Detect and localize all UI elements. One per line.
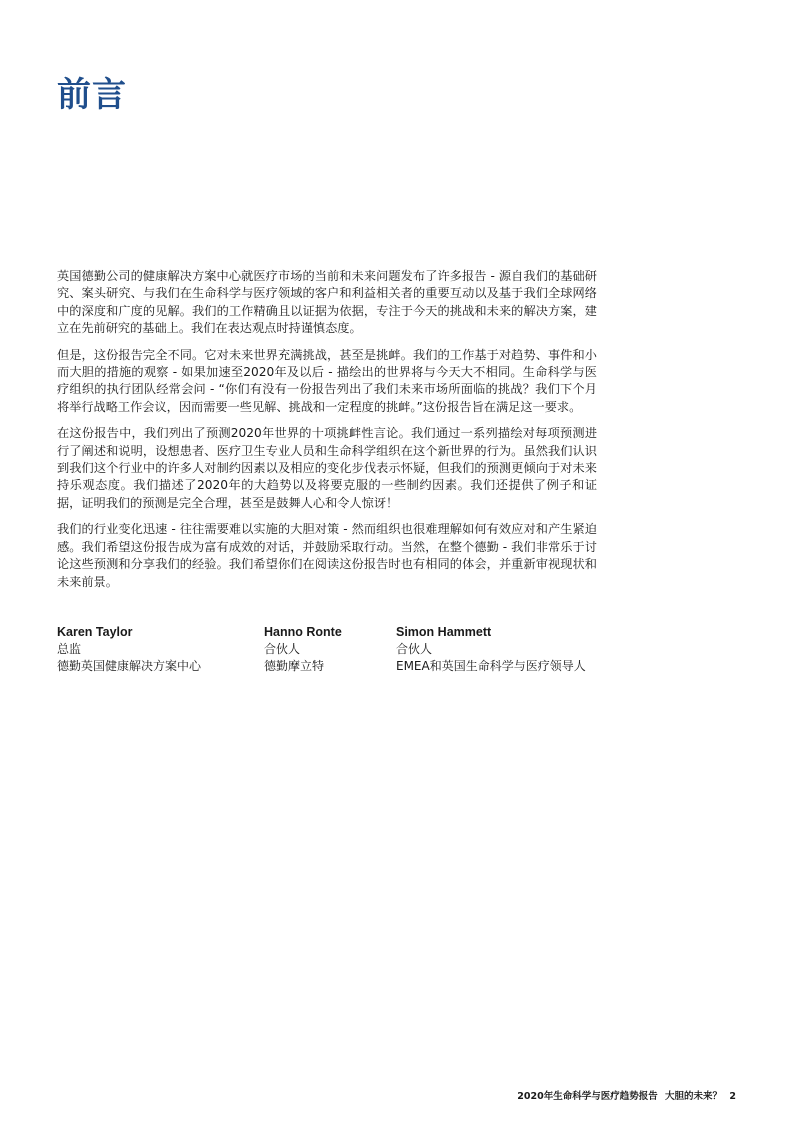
- paragraph-1: 英国德勤公司的健康解决方案中心就医疗市场的当前和未来问题发布了许多报告 - 源自我们的基础研究、案头研究、与我们在生命科学与医疗领域的客户和利益相关者的重要互动以及基于我们全球网络中的深度和广度的见解。我们的工作精确且以证据为依据，专注于今天的挑战和未来的解决方案，建立在先前研究的基础上。我们在表达观点时持谨慎态度。: [57, 269, 597, 336]
- page-number: 2: [729, 1091, 736, 1102]
- signatory-org: EMEA和英国生命科学与医疗领导人: [396, 659, 586, 673]
- signatory-role: 合伙人: [396, 642, 433, 656]
- signatory-hanno-ronte: [264, 624, 342, 675]
- footer-report-title: 2020年生命科学与医疗趋势报告: [517, 1091, 658, 1102]
- signatory-karen-taylor: [57, 624, 201, 675]
- page-title: 前言: [57, 74, 127, 115]
- signatory-simon-hammett: [396, 624, 586, 675]
- signatory-name: Hanno Ronte: [264, 625, 342, 639]
- paragraph-4: 我们的行业变化迅速 - 往往需要难以实施的大胆对策 - 然而组织也很难理解如何有效应对和产生紧迫感。我们希望这份报告成为富有成效的对话，并鼓励采取行动。当然，在整个德勤 - 我们非常乐于讨论这些预测和分享我们的经验。我们希望你们在阅读这份报告时也有相同的体会，并重新审视现状和未来前景。: [57, 522, 597, 589]
- signatory-org: 德勤英国健康解决方案中心: [57, 659, 202, 673]
- signatory-name: Karen Taylor: [57, 625, 133, 639]
- body-text: [57, 268, 597, 600]
- signatory-name: Simon Hammett: [396, 625, 492, 639]
- signatory-role: 总监: [57, 642, 82, 656]
- signatory-role: 合伙人: [264, 642, 301, 656]
- footer-subtitle: 大胆的未来？: [665, 1091, 723, 1102]
- signatory-org: 德勤摩立特: [264, 659, 325, 673]
- paragraph-3: 在这份报告中，我们列出了预测2020年世界的十项挑衅性言论。我们通过一系列描绘对每项预测进行了阐述和说明，设想患者、医疗卫生专业人员和生命科学组织在这个新世界的行为。虽然我们认识到我们这个行业中的许多人对制约因素以及相应的变化步伐表示怀疑，但我们的预测更倾向于对未来持乐观态度。我们描述了2020年的大趋势以及将要克服的一些制约因素。我们还提供了例子和证据，证明我们的预测是完全合理，甚至是鼓舞人心和令人惊讶！: [57, 426, 597, 510]
- paragraph-2: 但是，这份报告完全不同。它对未来世界充满挑战，甚至是挑衅。我们的工作基于对趋势、事件和小而大胆的措施的观察 - 如果加速至2020年及以后 - 描绘出的世界将与今天大不相同。生命科学与医疗组织的执行团队经常会问 - “你们有没有一份报告列出了我们未来市场所面临的挑战？我们下个月将举行战略工作会议，因而需要一些见解、挑战和一定程度的挑衅。”这份报告旨在满足这一要求。: [57, 347, 597, 414]
- page-footer: [513, 1088, 736, 1102]
- signatures: [57, 624, 617, 684]
